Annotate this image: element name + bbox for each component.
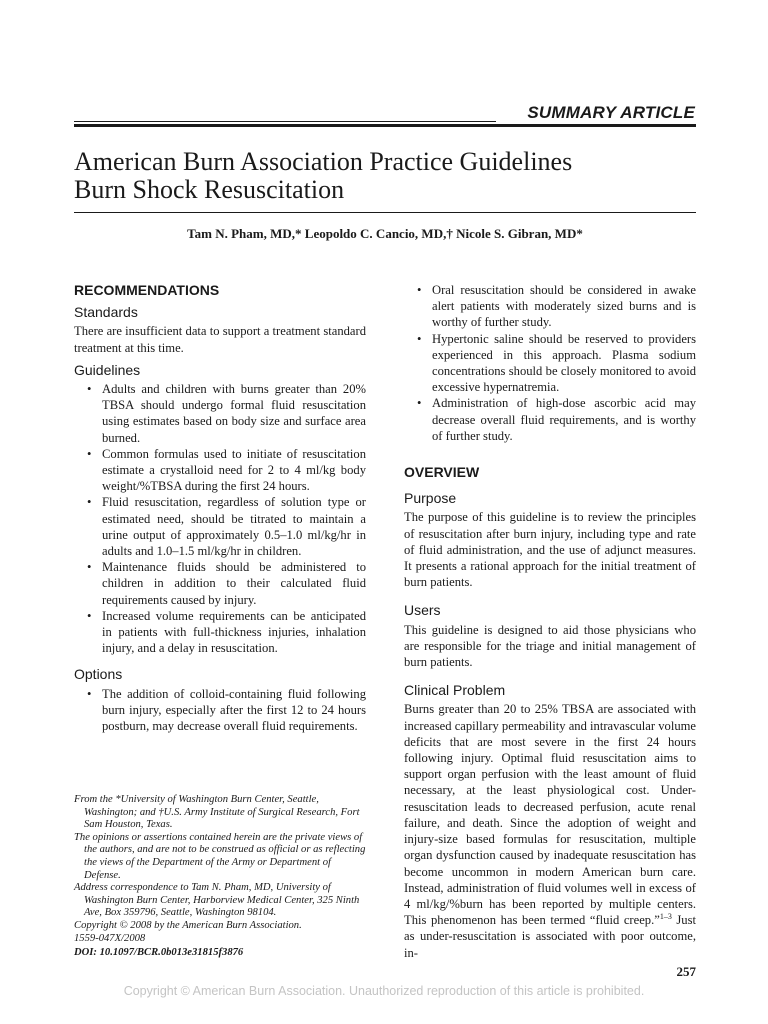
header-rule [74, 124, 696, 127]
users-text: This guideline is designed to aid those physicians who are responsible for the triage and initial management of burn patients. [404, 622, 696, 670]
list-item-text: Fluid resuscitation, regardless of solution type or estimated need, should be titrated to maintain a urine output of approximately 0.5–1.0 ml/kg/hr in adults and 1.0–1.5 ml/kg/hr in children. [102, 495, 366, 559]
list-item-text: Adults and children with burns greater than 20% TBSA should undergo formal fluid resuscitation using estimates based on body size and surface area burned. [102, 382, 366, 445]
footnote-affiliation: From the *University of Washington Burn Center, Seattle, Washington; and †U.S. Army Institute of Surgical Research, Fort Sam Houston, Texas. [74, 794, 360, 831]
list-item [404, 282, 696, 331]
options-list [74, 686, 366, 735]
list-item [404, 395, 696, 444]
footnote-disclaimer: The opinions or assertions contained herein are the private views of the authors, and are not to be construed as official or as reflecting the views of the Department of the Army or Department of Defense. [74, 831, 366, 881]
page-number: 257 [676, 964, 696, 979]
list-item [74, 446, 366, 495]
title-line-2: Burn Shock Resuscitation [74, 175, 345, 204]
list-item-text: The addition of colloid-containing fluid following burn injury, especially after the first 12 to 24 hours postburn, may decrease overall fluid requirements. [102, 686, 366, 734]
bullet-icon: • [417, 396, 422, 411]
title-rule [74, 212, 696, 213]
list-item-text: Increased volume requirements can be anticipated in patients with full-thickness injuries, inhalation injury, and a delay in resuscitation. [102, 608, 366, 656]
clinical-problem-heading: Clinical Problem [404, 682, 506, 699]
footnote-doi: DOI: 10.1097/BCR.0b013e31815f3876 [74, 947, 244, 959]
header-rule-thin [74, 121, 496, 122]
bullet-icon: • [87, 382, 92, 397]
list-item [74, 608, 366, 657]
copyright-watermark: Copyright © American Burn Association. Unauthorized reproduction of this article is prohibited. [123, 984, 645, 998]
bullet-icon: • [417, 331, 422, 346]
clinical-text-part-a: Burns greater than 20 to 25% TBSA are associated with increased capillary permeability and intravascular volume deficits that are most severe in the first 24 hours following injury. Optimal fluid resuscitation aims to support organ perfusion with the least amount of fluid necessary, at the least physiological cost. Under-resuscitation leads to decreased perfusion, acute renal failure, and death. Since the adoption of weight and injury-size based formulas for resuscitation, multiple organ dysfunction caused by inadequate resuscitation has become uncommon in modern American burn care. Instead, administration of fluid volumes well in excess of 4 ml/kg/%burn has been reported by multiple centers. This phenomenon has been termed “fluid creep.” [404, 702, 696, 928]
clinical-text-part-b: Just as under-resuscitation is associated with poor outcome, in- [404, 913, 697, 960]
author-list: Tam N. Pham, MD,* Leopoldo C. Cancio, MD,† Nicole S. Gibran, MD* [187, 226, 583, 241]
bullet-icon: • [87, 686, 92, 701]
list-item [404, 331, 696, 396]
guidelines-list [74, 381, 366, 656]
article-title [74, 148, 696, 204]
list-item-text: Maintenance fluids should be administered to children in addition to their calculated fluid requirements caused by injury. [102, 560, 366, 607]
list-item [74, 381, 366, 446]
list-item-text: Oral resuscitation should be considered in awake alert patients with moderately sized burns and is worthy of further study. [432, 283, 696, 330]
purpose-text: The purpose of this guideline is to review the principles of resuscitation after burn injury, including type and rate of fluid administration, and the use of adjunct measures. It presents a rational approach for the initial treatment of burn patients. [404, 510, 696, 590]
clinical-problem-text [404, 701, 696, 960]
overview-heading: OVERVIEW [404, 464, 480, 481]
bullet-icon: • [87, 446, 92, 461]
list-item-text: Common formulas used to initiate of resuscitation estimate a crystalloid need for 2 to 4 ml/kg body weight/%TBSA during the first 24 hours. [102, 446, 366, 494]
recommendations-heading: RECOMMENDATIONS [74, 282, 220, 298]
citation-ref: 1–3 [659, 911, 672, 921]
bullet-icon: • [87, 560, 92, 575]
users-heading: Users [404, 602, 441, 619]
title-line-1: American Burn Association Practice Guidelines [74, 147, 573, 176]
footnote-issn: 1559-047X/2008 [74, 932, 146, 944]
list-item [74, 559, 366, 608]
section-label: SUMMARY ARTICLE [527, 103, 695, 122]
footnote [74, 794, 366, 960]
standards-heading: Standards [74, 304, 138, 321]
list-item-text: Administration of high-dose ascorbic acid may decrease overall fluid requirements, and is worthy of further study. [432, 396, 696, 443]
footnote-copyright: Copyright © 2008 by the American Burn Association. [74, 919, 302, 931]
purpose-heading: Purpose [404, 490, 457, 507]
options-list-continued [404, 282, 696, 444]
bullet-icon: • [417, 283, 422, 297]
right-column [404, 282, 696, 965]
bullet-icon: • [87, 495, 92, 510]
list-item [74, 494, 366, 559]
standards-text: There are insufficient data to support a treatment standard treatment at this time. [74, 324, 366, 355]
list-item [74, 686, 366, 735]
list-item-text: Hypertonic saline should be reserved to providers experienced in this approach. Plasma sodium concentrations should be closely monitored to avoid excessive hypernatremia. [432, 331, 696, 395]
bullet-icon: • [87, 608, 92, 623]
footnote-address: Address correspondence to Tam N. Pham, MD, University of Washington Burn Center, Harborview Medical Center, 325 Ninth Ave, Box 359796, Seattle, Washington 98104. [74, 882, 360, 919]
options-heading: Options [74, 666, 123, 683]
guidelines-heading: Guidelines [74, 361, 141, 378]
left-column [74, 282, 366, 738]
